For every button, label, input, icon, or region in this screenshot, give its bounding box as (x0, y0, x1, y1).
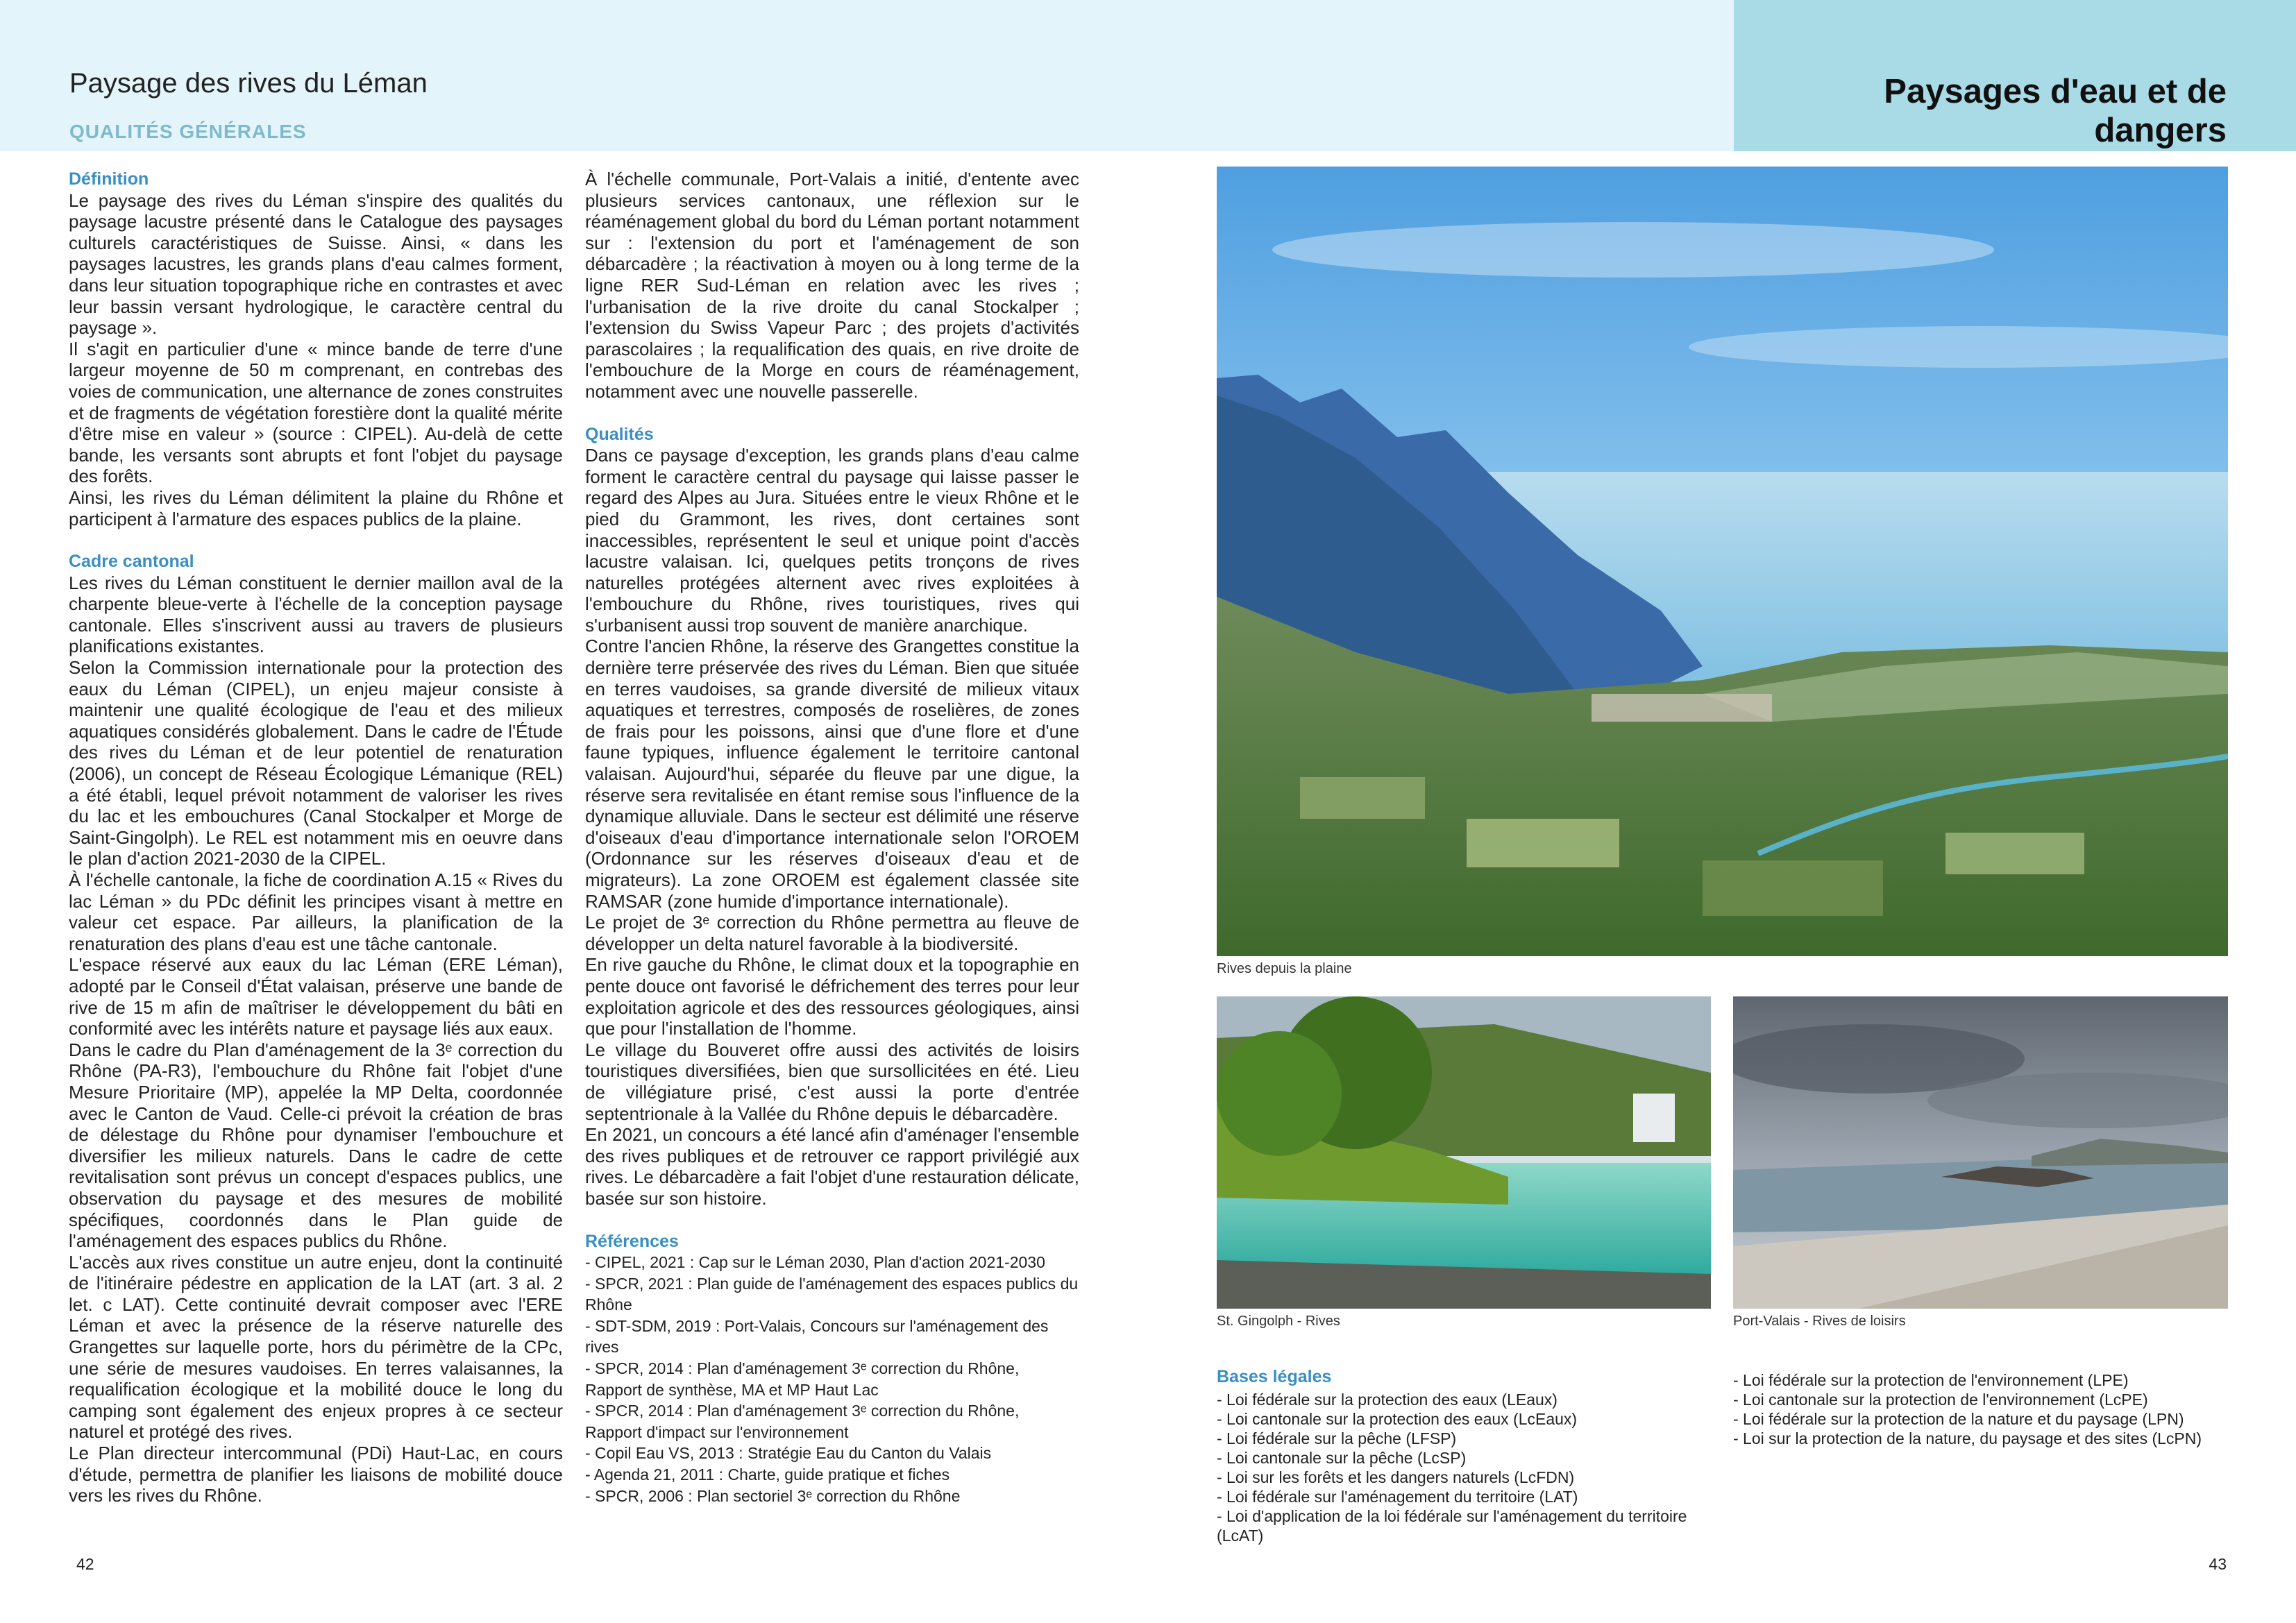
paragraph: Ainsi, les rives du Léman délimitent la plaine du Rhône et participent à l'armature des espaces publics de la plaine. (69, 486, 563, 529)
paragraph: Les rives du Léman constituent le dernier maillon aval de la charpente bleue-verte à l'échelle de la conception paysage cantonale. Elles s'inscrivent aussi au travers de plusieurs planifications existantes. (69, 572, 563, 657)
paragraph: Dans le cadre du Plan d'aménagement de la 3ᵉ correction du Rhône (PA-R3), l'embouchure du Rhône fait l'objet d'une Mesure Prioritaire (MP), appelée la MP Delta, coordonnée avec le Canton de Vaud. Celle-ci prévoit la création de bras de délestage du Rhône pour dynamiser l'embouchure et diversifier les milieux naturels. Dans le cadre de cette revitalisation sont prévus un concept d'espaces publics, une observation du paysage et des mesures de mobilité spécifiques, coordonnés dans le Plan guide de l'aménagement des espaces publics du Rhône. (69, 1039, 563, 1252)
photo-2-caption: St. Gingolph - Rives (1217, 1314, 1340, 1329)
legal-item: - Loi cantonale sur la protection des eaux (LcEaux) (1217, 1410, 1578, 1428)
legal-item: - Loi sur la protection de la nature, du paysage et des sites (LcPN) (1733, 1429, 2202, 1447)
legal-item: - Loi fédérale sur la pêche (LFSP) (1217, 1429, 1457, 1447)
legal-bases-heading: Bases légales (1217, 1367, 1332, 1386)
st-gingolph-illustration (1217, 996, 1711, 1309)
photo-1-caption: Rives depuis la plaine (1217, 961, 1352, 976)
paragraph: En rive gauche du Rhône, le climat doux et la topographie en pente douce ont favorisé le défrichement des terres pour leur exploitation agricole et des des ressources géologiques, ainsi que pour l'installation de l'homme. (585, 954, 1079, 1039)
section-gap (69, 529, 563, 551)
paragraph: Le Plan directeur intercommunal (PDi) Haut-Lac, en cours d'étude, permettra de planifier les liaisons de mobilité douce vers les rives du Rhône. (69, 1443, 563, 1506)
reference-item: - SDT-SDM, 2019 : Port-Valais, Concours sur l'aménagement des rives (585, 1316, 1049, 1357)
page-number-right: 43 (2209, 1555, 2227, 1573)
paragraph: À l'échelle communale, Port-Valais a initié, d'entente avec plusieurs services cantonaux, une réflexion sur le réaménagement global du bord du Léman portant notamment sur : l'extension du port et l'aménagement de son débarcadère ; la réactivation à moyen ou à long terme de la ligne RER Sud-Léman en relation avec les rives ; l'urbanisation de la rive droite du canal Stockalper ; l'extension du Swiss Vapeur Parc ; des projets d'activités parascolaires ; la requalification des quais, en rive droite de l'embouchure de la Morge en cours de réaménagement, notamment avec une nouvelle passerelle. (585, 169, 1079, 402)
page-number-left: 42 (76, 1555, 94, 1573)
reference-item: - SPCR, 2021 : Plan guide de l'aménagement des espaces publics du Rhône (585, 1274, 1079, 1314)
lake-panorama-illustration (1217, 167, 2228, 956)
paragraph: Le projet de 3ᵉ correction du Rhône permettra au fleuve de développer un delta naturel favorable à la biodiversité. (585, 912, 1079, 954)
paragraph: Selon la Commission internationale pour la protection des eaux du Léman (CIPEL), un enjeu majeur consiste à maintenir une qualité écologique de l'eau et des milieux aquatiques considérés globalement. Dans le cadre de l'Étude des rives du Léman et de leur potentiel de renaturation (2006), un concept de Réseau Écologique Lémanique (REL) a été établi, lequel prévoit notamment de valoriser les rives du lac et les embouchures (Canal Stockalper et Morge de Saint-Gingolph). Le REL est notamment mis en oeuvre dans le plan d'action 2021-2030 de la CIPEL. (69, 657, 563, 869)
paragraph: L'accès aux rives constitue un autre enjeu, dont la continuité de l'itinéraire pédestre en application de la LAT (art. 3 al. 2 let. c LAT). Cette continuité devrait composer avec l'ERE Léman et avec la présence de la réserve naturelle des Grangettes sur laquelle porte, hors du périmètre de la CPc, une série de mesures vaudoises. En terres valaisannes, la requalification écologique et la mobilité douce le long du camping sont également des enjeux propres à ce secteur naturel et protégé des rives. (69, 1251, 563, 1443)
photo-3-caption: Port-Valais - Rives de loisirs (1733, 1314, 1906, 1329)
paragraph: Il s'agit en particulier d'une « mince bande de terre d'une largeur moyenne de 50 m comprenant, en contrebas des voies de communication, une alternance de zones construites et de fragments de végétation forestière dont la qualité mérite d'être mise en valeur » (source : CIPEL). Au-delà de cette bande, les versants sont abrupts et font l'objet du paysage des forêts. (69, 338, 563, 487)
legal-bases-list-2 (1733, 1370, 2228, 1448)
section-heading: Définition (69, 169, 149, 189)
references-list (585, 1252, 1079, 1506)
section-gap (585, 1209, 1079, 1231)
reference-item: - SPCR, 2006 : Plan sectoriel 3ᵉ correction du Rhône (585, 1486, 961, 1505)
photo-st-gingolph-rives (1217, 996, 1711, 1309)
reference-item: - Copil Eau VS, 2013 : Stratégie Eau du Canton du Valais (585, 1444, 992, 1463)
text-column-1 (69, 169, 563, 1506)
chapter-title-line-1: Paysages d'eau et de (1884, 73, 2227, 110)
text-column-2 (585, 169, 1079, 1506)
photo-rives-depuis-la-plaine (1217, 167, 2228, 956)
legal-item: - Loi fédérale sur la protection des eaux (LEaux) (1217, 1391, 1558, 1409)
paragraph: L'espace réservé aux eaux du lac Léman (ERE Léman), adopté par le Conseil d'État valaisan, préserve une bande de rive de 15 m afin de maîtriser le développement du bâti en conformité avec les intérêts nature et paysage liés aux eaux. (69, 954, 563, 1039)
paragraph: Le village du Bouveret offre aussi des activités de loisirs touristiques diversifiées, bien que sursollicitées en été. Lieu de villégiature prisé, c'est aussi la porte d'entrée septentrionale à la Vallée du Rhône depuis le débarcadère. (585, 1039, 1079, 1124)
legal-item: - Loi cantonale sur la protection de l'environnement (LcPE) (1733, 1391, 2148, 1409)
reference-item: - CIPEL, 2021 : Cap sur le Léman 2030, Plan d'action 2021-2030 (585, 1253, 1045, 1272)
legal-item: - Loi fédérale sur la protection de l'environnement (LPE) (1733, 1371, 2129, 1389)
paragraph: En 2021, un concours a été lancé afin d'aménager l'ensemble des rives publiques et de retrouver ce rapport privilégié aux rives. Le débarcadère a fait l'objet d'une restauration délicate, basée sur son histoire. (585, 1124, 1079, 1209)
legal-item: - Loi d'application de la loi fédérale sur l'aménagement du territoire (LcAT) (1217, 1507, 1687, 1545)
legal-item: - Loi sur les forêts et les dangers naturels (LcFDN) (1217, 1468, 1575, 1486)
section-heading: Qualités (585, 424, 654, 444)
legal-bases-list-1 (1217, 1390, 1711, 1545)
section-subtitle: QUALITÉS GÉNÉRALES (69, 121, 307, 142)
column-2-body (585, 169, 1079, 1252)
reference-item: - SPCR, 2014 : Plan d'aménagement 3ᵉ correction du Rhône, Rapport d'impact sur l'environnement (585, 1402, 1020, 1441)
paragraph: Contre l'ancien Rhône, la réserve des Grangettes constitue la dernière terre préservée des rives du Léman. Bien que située en terres vaudoises, sa grande diversité de milieux vitaux aquatiques et terrestres, composés de roselières, de zones de frais pour les poissons, ainsi que d'une flore et d'une faune typiques, influence également le territoire cantonal valaisan. Aujourd'hui, séparée du fleuve par une digue, la réserve sera revitalisée en étant remise sous l'influence de la dynamique alluviale. Dans le secteur est délimité une réserve d'oiseaux d'eau d'importance internationale selon l'OROEM (Ordonnance sur les réserves d'oiseaux d'eau et de migrateurs). La zone OROEM est également classée site RAMSAR (zone humide d'importance internationale). (585, 636, 1079, 912)
legal-item: - Loi fédérale sur l'aménagement du territoire (LAT) (1217, 1488, 1578, 1506)
paragraph: À l'échelle cantonale, la fiche de coordination A.15 « Rives du lac Léman » du PDc définit les principes visant à mettre en valeur cet espace. Par ailleurs, la planification de la renaturation des plans d'eau est une tâche cantonale. (69, 869, 563, 954)
reference-item: - SPCR, 2014 : Plan d'aménagement 3ᵉ correction du Rhône, Rapport de synthèse, MA et MP Haut Lac (585, 1359, 1020, 1399)
photo-port-valais-rives-de-loisirs (1733, 996, 2228, 1309)
legal-item: - Loi fédérale sur la protection de la nature et du paysage (LPN) (1733, 1410, 2184, 1428)
paragraph: Le paysage des rives du Léman s'inspire des qualités du paysage lacustre présenté dans le Catalogue des paysages culturels caractéristiques de Suisse. Ainsi, « dans les paysages lacustres, les grands plans d'eau calmes forment, dans leur situation topographique riche en contrastes et avec leur bassin versant hydrologique, le caractère central du paysage ». (69, 189, 563, 339)
port-valais-illustration (1733, 996, 2228, 1309)
section-heading: Cadre cantonal (69, 552, 194, 572)
legal-item: - Loi cantonale sur la pêche (LcSP) (1217, 1449, 1467, 1467)
chapter-title (1782, 72, 2227, 150)
reference-item: - Agenda 21, 2011 : Charte, guide pratique et fiches (585, 1465, 950, 1484)
section-heading: Références (585, 1231, 679, 1251)
page-title: Paysage des rives du Léman (69, 68, 428, 99)
paragraph: Dans ce paysage d'exception, les grands plans d'eau calme forment le caractère central du paysage qui laisse passer le regard des Alpes au Jura. Situées entre le vieux Rhône et le pied du Grammont, les rives, dont certaines sont inaccessibles, représentent le seul et unique point d'accès lacustre valaisan. Ici, quelques petits tronçons de rives naturelles protégées alternent avec rives exploitées à l'embouchure du Rhône, rives touristiques, rives qui s'urbanisent aussi trop souvent de manière anarchique. (585, 445, 1079, 636)
chapter-title-line-2: dangers (2094, 112, 2227, 149)
section-gap (585, 402, 1079, 424)
